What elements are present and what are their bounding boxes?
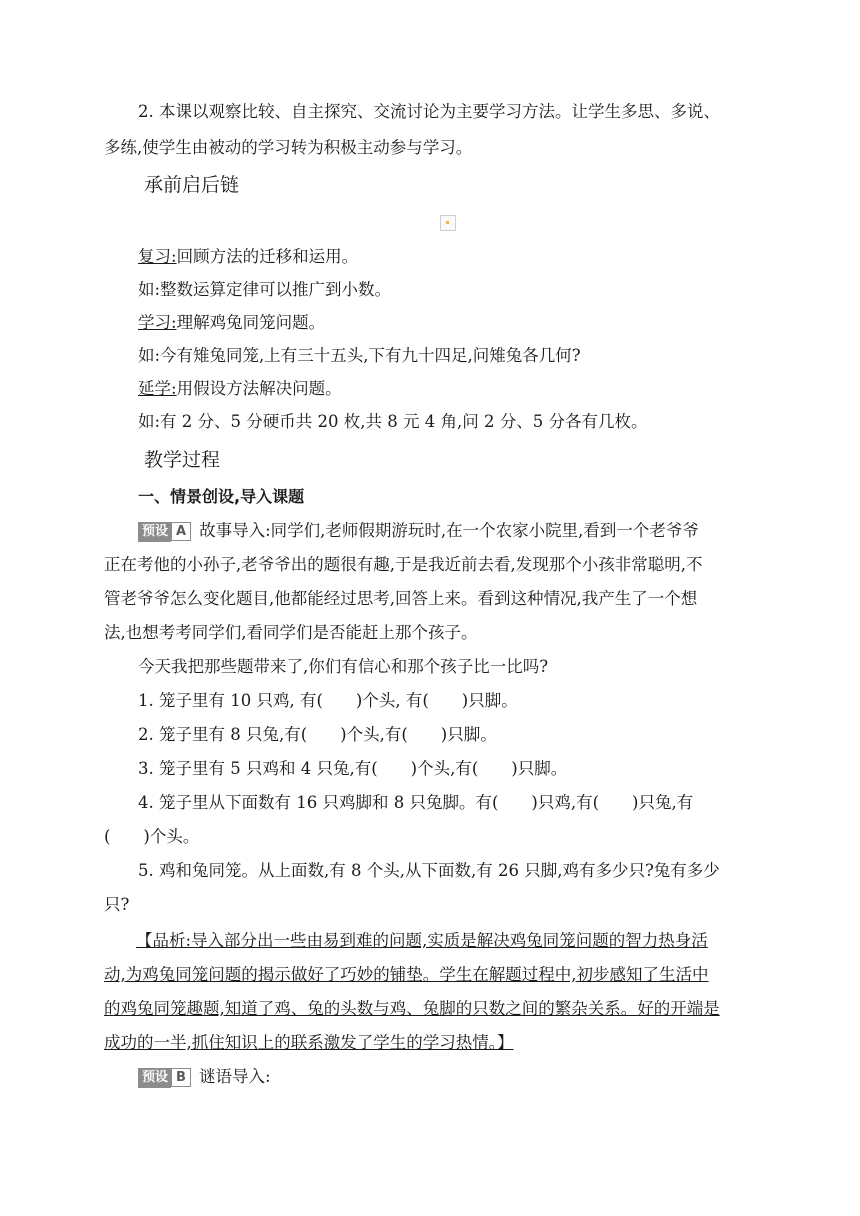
study-text: 理解鸡兔同笼问题。 <box>176 313 326 332</box>
analysis-line-2: 动,为鸡兔同笼问题的揭示做好了巧妙的铺垫。学生在解题过程中,初步感知了生活中 <box>104 965 709 984</box>
preset-b-line: 预设 B 谜语导入: <box>138 1060 271 1093</box>
part1-title: 一、情景创设,导入课题 <box>138 487 305 506</box>
section-heading-link: 承前启后链 <box>144 174 240 196</box>
extend-line <box>138 372 342 405</box>
extend-label: 延学: <box>138 379 177 398</box>
intro-line-1: 2. 本课以观察比较、自主探究、交流讨论为主要学习方法。让学生多思、多说、 <box>138 102 720 121</box>
preset-a-tag: 预设 A <box>138 522 191 542</box>
section-heading-process: 教学过程 <box>144 449 221 471</box>
question-4-line-1: 4. 笼子里从下面数有 16 只鸡脚和 8 只兔脚。有( )只鸡,有( )只兔,有 <box>138 793 694 812</box>
question-4-line-2: ( )个头。 <box>104 827 200 846</box>
preset-a-line-3: 管老爷爷怎么变化题目,他都能经过思考,回答上来。看到这种情况,我产生了一个想 <box>104 589 698 608</box>
study-line <box>138 306 325 339</box>
question-5-line-2: 只? <box>104 895 130 914</box>
study-example: 如:今有雉兔同笼,上有三十五头,下有九十四足,问雉兔各几何? <box>138 346 581 365</box>
analysis-line-1: 【品析:导入部分出一些由易到难的问题,实质是解决鸡兔同笼问题的智力热身活 <box>136 931 708 950</box>
preset-a-prompt: 今天我把那些题带来了,你们有信心和那个孩子比一比吗? <box>138 657 549 676</box>
analysis-line-4: 成功的一半,抓住知识上的联系激发了学生的学习热情。】 <box>104 1033 514 1052</box>
preset-b-tag: 预设 B <box>138 1068 191 1088</box>
review-label: 复习: <box>138 247 177 266</box>
intro-line-2: 多练,使学生由被动的学习转为积极主动参与学习。 <box>104 138 473 157</box>
image-placeholder <box>440 215 456 231</box>
question-3: 3. 笼子里有 5 只鸡和 4 只兔,有( )个头,有( )只脚。 <box>138 759 568 778</box>
preset-a-line-1: 预设 A 故事导入:同学们,老师假期游玩时,在一个农家小院里,看到一个老爷爷 <box>138 514 699 547</box>
review-line <box>138 240 358 273</box>
analysis-line-3: 的鸡兔同笼趣题,知道了鸡、兔的头数与鸡、兔脚的只数之间的繁杂关系。好的开端是 <box>104 999 720 1018</box>
extend-example: 如:有 2 分、5 分硬币共 20 枚,共 8 元 4 角,问 2 分、5 分各有几枚。 <box>138 412 648 431</box>
study-label: 学习: <box>138 313 177 332</box>
preset-a-line-4: 法,也想考考同学们,看同学们是否能赶上那个孩子。 <box>104 623 478 642</box>
extend-text: 用假设方法解决问题。 <box>176 379 342 398</box>
preset-a-line-2: 正在考他的小孙子,老爷爷出的题很有趣,于是我近前去看,发现那个小孩非常聪明,不 <box>104 555 703 574</box>
review-example: 如:整数运算定律可以推广到小数。 <box>138 280 392 299</box>
question-2: 2. 笼子里有 8 只兔,有( )个头,有( )只脚。 <box>138 725 497 744</box>
question-1: 1. 笼子里有 10 只鸡, 有( )个头, 有( )只脚。 <box>138 691 518 710</box>
question-5-line-1: 5. 鸡和兔同笼。从上面数,有 8 个头,从下面数,有 26 只脚,鸡有多少只?兔有多少 <box>138 861 720 880</box>
review-text: 回顾方法的迁移和运用。 <box>176 247 359 266</box>
